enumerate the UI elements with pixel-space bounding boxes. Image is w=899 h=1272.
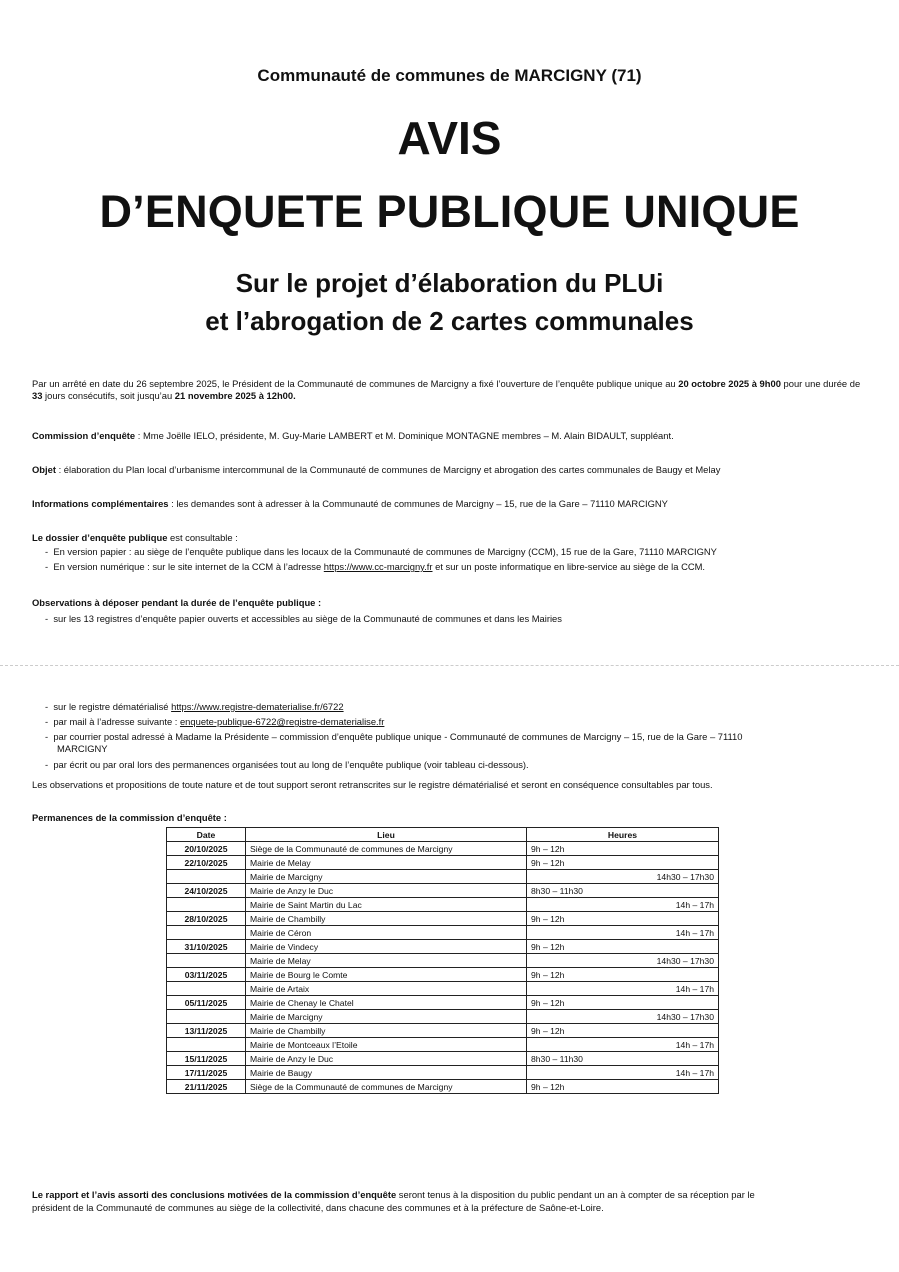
observations-item-post — [45, 731, 742, 743]
organization-heading: Communauté de communes de MARCIGNY (71) — [257, 66, 642, 85]
cell-date: 13/11/2025 — [167, 1024, 246, 1038]
bullet-dash: - — [45, 613, 54, 624]
cell-date — [167, 870, 246, 884]
table-row — [167, 1080, 719, 1094]
cell-date — [167, 982, 246, 996]
objet-text: : élaboration du Plan local d’urbanisme intercommunal de la Communauté de communes de Marcigny et abrogation des cartes communales de Baugy et Melay — [55, 464, 721, 475]
subtitle — [0, 264, 899, 340]
cell-heures: 14h – 17h — [527, 1066, 719, 1080]
bullet-dash: - — [45, 561, 54, 572]
observations-item-mail — [45, 716, 384, 728]
header-heures: Heures — [527, 828, 719, 842]
cell-date: 24/10/2025 — [167, 884, 246, 898]
cell-lieu: Mairie de Anzy le Duc — [246, 1052, 527, 1066]
dossier-item-digital-text: En version numérique : sur le site internet de la CCM à l’adresse — [53, 561, 324, 572]
cell-lieu: Siège de la Communauté de communes de Marcigny — [246, 1080, 527, 1094]
cell-date: 20/10/2025 — [167, 842, 246, 856]
cell-lieu: Mairie de Céron — [246, 926, 527, 940]
cell-heures: 9h – 12h — [527, 996, 719, 1010]
table-row — [167, 982, 719, 996]
cell-date: 17/11/2025 — [167, 1066, 246, 1080]
intro-start-date: 20 octobre — [678, 378, 726, 389]
title-avis: AVIS — [397, 112, 502, 164]
intro-text-3: pour une durée de — [780, 378, 861, 389]
cell-heures: 14h – 17h — [527, 982, 719, 996]
cell-date — [167, 898, 246, 912]
dossier-item-digital-text-2: et sur un poste informatique en libre-service au siège de la CCM. — [432, 561, 706, 572]
observations-item-oral — [45, 759, 529, 771]
cell-lieu: Mairie de Vindecy — [246, 940, 527, 954]
table-row — [167, 1066, 719, 1080]
subtitle-line-2: et l’abrogation de 2 cartes communales — [205, 306, 694, 336]
bullet-dash: - — [45, 759, 54, 770]
permanences-table-body — [167, 842, 719, 1094]
cell-date: 03/11/2025 — [167, 968, 246, 982]
table-row — [167, 884, 719, 898]
cell-lieu: Mairie de Anzy le Duc — [246, 884, 527, 898]
intro-text-4: jours consécutifs, soit jusqu’au — [42, 390, 175, 401]
observations-item-oral-text: par écrit ou par oral lors des permanences organisées tout au long de l’enquête publique (voir tableau ci-dessous). — [53, 759, 529, 770]
observations-item-post-line-1: par courrier postal adressé à Madame la Présidente – commission d’enquête publique unique - Communauté de communes de Marcigny – 15, rue de la Gare – 71110 — [53, 731, 743, 742]
cell-heures: 14h30 – 17h30 — [527, 954, 719, 968]
cell-lieu: Mairie de Bourg le Comte — [246, 968, 527, 982]
dossier-item-paper — [45, 546, 717, 558]
table-header-row — [167, 828, 719, 842]
cell-lieu: Mairie de Montceaux l’Etoile — [246, 1038, 527, 1052]
cell-date: 21/11/2025 — [167, 1080, 246, 1094]
infos-text: : les demandes sont à adresser à la Communauté de communes de Marcigny – 15, rue de la Gare – 71110 MARCIGNY — [168, 498, 668, 509]
cell-heures: 14h – 17h — [527, 926, 719, 940]
intro-duration: 33 — [32, 390, 43, 401]
cell-heures: 14h – 17h — [527, 1038, 719, 1052]
cell-date: 28/10/2025 — [167, 912, 246, 926]
cell-heures: 14h30 – 17h30 — [527, 870, 719, 884]
intro-end-date: 21 novembre 2025 à 12h00. — [174, 390, 296, 401]
cell-heures: 9h – 12h — [527, 1080, 719, 1094]
commission-label: Commission d’enquête — [32, 430, 136, 441]
cell-date: 31/10/2025 — [167, 940, 246, 954]
table-row — [167, 912, 719, 926]
table-row — [167, 898, 719, 912]
table-row — [167, 996, 719, 1010]
email-link[interactable]: enquete-publique-6722@registre-dematerialise.fr — [179, 716, 385, 727]
cell-lieu: Mairie de Marcigny — [246, 870, 527, 884]
cell-lieu: Mairie de Baugy — [246, 1066, 527, 1080]
table-row — [167, 1024, 719, 1038]
cell-heures: 9h – 12h — [527, 842, 719, 856]
observations-item-registers — [45, 613, 562, 625]
cell-lieu: Mairie de Melay — [246, 954, 527, 968]
cell-date — [167, 1038, 246, 1052]
cell-lieu: Mairie de Chambilly — [246, 912, 527, 926]
observations-item-post-line-2: MARCIGNY — [57, 743, 108, 754]
table-row — [167, 940, 719, 954]
commission-text: : Mme Joëlle IELO, présidente, M. Guy-Marie LAMBERT et M. Dominique MONTAGNE membres – M. Alain BIDAULT, suppléant. — [135, 430, 674, 441]
cell-heures: 14h – 17h — [527, 898, 719, 912]
dossier-paragraph — [32, 532, 872, 544]
cell-date — [167, 954, 246, 968]
bullet-dash: - — [45, 731, 54, 742]
infos-label: Informations complémentaires — [32, 498, 169, 509]
cell-lieu: Mairie de Chenay le Chatel — [246, 996, 527, 1010]
table-row — [167, 954, 719, 968]
permanences-table — [166, 827, 719, 1094]
rapport-paragraph — [32, 1188, 872, 1214]
table-row — [167, 870, 719, 884]
dossier-item-paper-text: En version papier : au siège de l’enquête publique dans les locaux de la Communauté de communes de Marcigny (CCM), 15 rue de la Gare, 71110 MARCIGNY — [53, 546, 717, 557]
cell-heures: 8h30 – 11h30 — [527, 884, 719, 898]
bullet-dash: - — [45, 716, 54, 727]
table-row — [167, 842, 719, 856]
intro-paragraph — [32, 378, 872, 402]
cell-date: 05/11/2025 — [167, 996, 246, 1010]
page-scan-separator — [0, 665, 899, 666]
header-date: Date — [167, 828, 246, 842]
cell-heures: 9h – 12h — [527, 968, 719, 982]
cell-heures: 9h – 12h — [527, 912, 719, 926]
table-row — [167, 1010, 719, 1024]
dossier-item-digital — [45, 561, 705, 573]
cell-lieu: Siège de la Communauté de communes de Marcigny — [246, 842, 527, 856]
cell-heures: 9h – 12h — [527, 1024, 719, 1038]
cell-heures: 9h – 12h — [527, 940, 719, 954]
intro-text-1: Par un arrêté en date du 26 septembre 2025, le Président de la Communauté de communes de Marcigny a fixé l’ouverture de l’enquête publique unique au — [32, 378, 679, 389]
cell-heures: 9h – 12h — [527, 856, 719, 870]
objet-label: Objet — [32, 464, 56, 475]
observations-label: Observations à déposer pendant la durée de l’enquête publique : — [32, 597, 322, 608]
cell-lieu: Mairie de Artaix — [246, 982, 527, 996]
subtitle-line-1: Sur le projet d’élaboration du PLUi — [235, 268, 664, 298]
header-lieu: Lieu — [246, 828, 527, 842]
cell-date — [167, 1010, 246, 1024]
cell-lieu: Mairie de Marcigny — [246, 1010, 527, 1024]
infos-paragraph — [32, 498, 872, 510]
cell-date — [167, 926, 246, 940]
cell-heures: 14h30 – 17h30 — [527, 1010, 719, 1024]
observations-note: Les observations et propositions de toute nature et de tout support seront retranscrites sur le registre dématérialisé et seront en conséquence consultables par tous. — [32, 779, 713, 790]
cell-date: 15/11/2025 — [167, 1052, 246, 1066]
rapport-label: Le rapport et l’avis assorti des conclusions motivées de la commission d’enquête — [32, 1189, 397, 1200]
table-row — [167, 968, 719, 982]
registre-dematerialise-link[interactable]: https://www.registre-dematerialise.fr/6722 — [171, 701, 344, 712]
cell-lieu: Mairie de Saint Martin du Lac — [246, 898, 527, 912]
observations-item-registers-text: sur les 13 registres d’enquête papier ouverts et accessibles au siège de la Communauté de communes et dans les Mairies — [53, 613, 562, 624]
observations-item-dematerialized-text: sur le registre dématérialisé — [53, 701, 172, 712]
table-row — [167, 926, 719, 940]
table-row — [167, 856, 719, 870]
table-row — [167, 1052, 719, 1066]
commission-paragraph — [32, 430, 872, 442]
cell-lieu: Mairie de Melay — [246, 856, 527, 870]
permanences-heading — [32, 812, 872, 824]
table-row — [167, 1038, 719, 1052]
observations-item-mail-text: par mail à l’adresse suivante : — [53, 716, 180, 727]
rapport-text-2: président de la Communauté de communes au siège de la collectivité, dans chacune des communes et à la préfecture de Saône-et-Loire. — [32, 1202, 604, 1213]
dossier-label: Le dossier d’enquête publique — [32, 532, 168, 543]
objet-paragraph — [32, 464, 872, 476]
bullet-dash: - — [45, 701, 54, 712]
rapport-text-1: seront tenus à la disposition du public pendant un an à compter de sa réception par le — [396, 1189, 755, 1200]
cell-date: 22/10/2025 — [167, 856, 246, 870]
permanences-label: Permanences de la commission d’enquête : — [32, 812, 227, 823]
observations-heading — [32, 597, 872, 609]
cell-lieu: Mairie de Chambilly — [246, 1024, 527, 1038]
bullet-dash: - — [45, 546, 54, 557]
dossier-text: est consultable : — [167, 532, 238, 543]
cell-heures: 8h30 – 11h30 — [527, 1052, 719, 1066]
intro-start-year-time: 2025 à 9h00 — [728, 378, 781, 389]
ccm-website-link[interactable]: https://www.cc-marcigny.fr — [323, 561, 433, 572]
observations-item-dematerialized — [45, 701, 344, 713]
title-enquete: D’ENQUETE PUBLIQUE UNIQUE — [99, 186, 800, 237]
